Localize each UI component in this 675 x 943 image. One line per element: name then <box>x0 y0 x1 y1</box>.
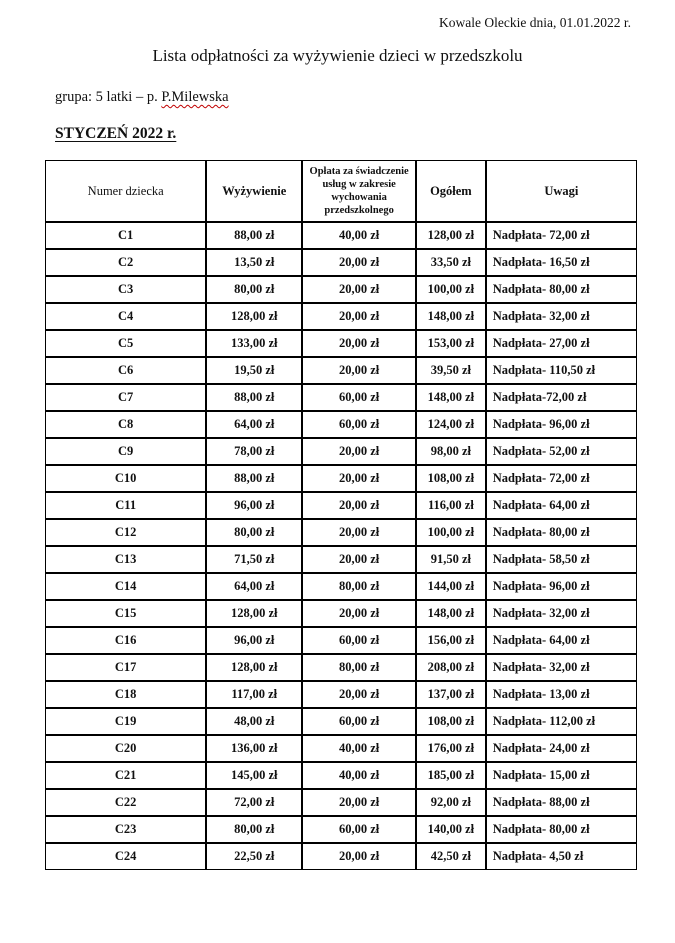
teacher-name: P.Milewska <box>161 89 229 105</box>
table-row <box>45 762 637 789</box>
cell-food-amount: 96,00 zł <box>206 627 302 654</box>
cell-preschool-fee: 20,00 zł <box>302 465 416 492</box>
payments-table-head <box>45 160 637 222</box>
header-child-number: Numer dziecka <box>45 160 206 222</box>
cell-food-amount: 80,00 zł <box>206 519 302 546</box>
cell-child-number: C3 <box>45 276 206 303</box>
cell-child-number: C11 <box>45 492 206 519</box>
cell-total: 128,00 zł <box>416 222 486 249</box>
cell-remarks: Nadpłata- 96,00 zł <box>486 573 637 600</box>
cell-remarks: Nadpłata- 58,50 zł <box>486 546 637 573</box>
payments-table-body <box>45 222 637 870</box>
table-row <box>45 681 637 708</box>
cell-preschool-fee: 20,00 zł <box>302 249 416 276</box>
cell-total: 108,00 zł <box>416 708 486 735</box>
cell-food-amount: 80,00 zł <box>206 276 302 303</box>
table-row <box>45 843 637 870</box>
cell-total: 208,00 zł <box>416 654 486 681</box>
table-row <box>45 465 637 492</box>
cell-remarks: Nadpłata-72,00 zł <box>486 384 637 411</box>
cell-preschool-fee: 40,00 zł <box>302 762 416 789</box>
table-row <box>45 276 637 303</box>
cell-total: 148,00 zł <box>416 384 486 411</box>
cell-child-number: C21 <box>45 762 206 789</box>
table-row <box>45 330 637 357</box>
table-row <box>45 438 637 465</box>
cell-food-amount: 80,00 zł <box>206 816 302 843</box>
month-heading: STYCZEŃ 2022 r. <box>55 125 177 142</box>
cell-remarks: Nadpłata- 27,00 zł <box>486 330 637 357</box>
cell-total: 148,00 zł <box>416 303 486 330</box>
cell-total: 176,00 zł <box>416 735 486 762</box>
cell-preschool-fee: 60,00 zł <box>302 384 416 411</box>
cell-total: 92,00 zł <box>416 789 486 816</box>
cell-total: 137,00 zł <box>416 681 486 708</box>
cell-remarks: Nadpłata- 32,00 zł <box>486 654 637 681</box>
cell-remarks: Nadpłata- 80,00 zł <box>486 816 637 843</box>
cell-child-number: C18 <box>45 681 206 708</box>
cell-food-amount: 136,00 zł <box>206 735 302 762</box>
cell-total: 42,50 zł <box>416 843 486 870</box>
cell-remarks: Nadpłata- 4,50 zł <box>486 843 637 870</box>
cell-preschool-fee: 80,00 zł <box>302 573 416 600</box>
cell-child-number: C17 <box>45 654 206 681</box>
cell-total: 185,00 zł <box>416 762 486 789</box>
cell-total: 98,00 zł <box>416 438 486 465</box>
cell-remarks: Nadpłata- 64,00 zł <box>486 627 637 654</box>
cell-remarks: Nadpłata- 72,00 zł <box>486 222 637 249</box>
page-title: Lista odpłatności za wyżywienie dzieci w przedszkolu <box>152 46 523 65</box>
cell-preschool-fee: 20,00 zł <box>302 843 416 870</box>
date-line: Kowale Oleckie dnia, 01.01.2022 r. <box>439 15 631 30</box>
cell-food-amount: 128,00 zł <box>206 654 302 681</box>
table-row <box>45 654 637 681</box>
cell-preschool-fee: 20,00 zł <box>302 438 416 465</box>
table-row <box>45 411 637 438</box>
cell-total: 33,50 zł <box>416 249 486 276</box>
cell-preschool-fee: 20,00 zł <box>302 789 416 816</box>
cell-remarks: Nadpłata- 15,00 zł <box>486 762 637 789</box>
cell-child-number: C2 <box>45 249 206 276</box>
cell-remarks: Nadpłata- 112,00 zł <box>486 708 637 735</box>
cell-total: 124,00 zł <box>416 411 486 438</box>
cell-child-number: C24 <box>45 843 206 870</box>
group-label: grupa: 5 latki – p. <box>55 89 162 105</box>
header-food: Wyżywienie <box>206 160 302 222</box>
table-row <box>45 519 637 546</box>
cell-child-number: C4 <box>45 303 206 330</box>
cell-food-amount: 13,50 zł <box>206 249 302 276</box>
cell-remarks: Nadpłata- 110,50 zł <box>486 357 637 384</box>
cell-preschool-fee: 20,00 zł <box>302 276 416 303</box>
cell-food-amount: 71,50 zł <box>206 546 302 573</box>
cell-total: 156,00 zł <box>416 627 486 654</box>
cell-total: 144,00 zł <box>416 573 486 600</box>
cell-child-number: C15 <box>45 600 206 627</box>
cell-food-amount: 88,00 zł <box>206 465 302 492</box>
cell-preschool-fee: 20,00 zł <box>302 519 416 546</box>
cell-remarks: Nadpłata- 16,50 zł <box>486 249 637 276</box>
cell-preschool-fee: 80,00 zł <box>302 654 416 681</box>
cell-food-amount: 96,00 zł <box>206 492 302 519</box>
cell-child-number: C19 <box>45 708 206 735</box>
table-row <box>45 249 637 276</box>
cell-remarks: Nadpłata- 13,00 zł <box>486 681 637 708</box>
group-line <box>55 89 675 106</box>
header-row <box>45 160 637 222</box>
cell-remarks: Nadpłata- 24,00 zł <box>486 735 637 762</box>
cell-preschool-fee: 20,00 zł <box>302 357 416 384</box>
cell-preschool-fee: 60,00 zł <box>302 708 416 735</box>
cell-preschool-fee: 20,00 zł <box>302 330 416 357</box>
payments-table <box>45 160 637 870</box>
cell-child-number: C12 <box>45 519 206 546</box>
cell-preschool-fee: 60,00 zł <box>302 627 416 654</box>
table-row <box>45 600 637 627</box>
header-preschool-fee: Opłata za świadczenie usług w zakresie wychowania przedszkolnego <box>302 160 416 222</box>
cell-food-amount: 133,00 zł <box>206 330 302 357</box>
cell-food-amount: 78,00 zł <box>206 438 302 465</box>
cell-food-amount: 64,00 zł <box>206 411 302 438</box>
cell-preschool-fee: 60,00 zł <box>302 411 416 438</box>
table-row <box>45 222 637 249</box>
table-row <box>45 816 637 843</box>
cell-child-number: C8 <box>45 411 206 438</box>
cell-total: 100,00 zł <box>416 519 486 546</box>
cell-child-number: C23 <box>45 816 206 843</box>
cell-remarks: Nadpłata- 32,00 zł <box>486 600 637 627</box>
cell-remarks: Nadpłata- 96,00 zł <box>486 411 637 438</box>
cell-food-amount: 19,50 zł <box>206 357 302 384</box>
table-row <box>45 357 637 384</box>
cell-child-number: C9 <box>45 438 206 465</box>
cell-child-number: C1 <box>45 222 206 249</box>
cell-remarks: Nadpłata- 80,00 zł <box>486 276 637 303</box>
cell-food-amount: 128,00 zł <box>206 303 302 330</box>
cell-remarks: Nadpłata- 64,00 zł <box>486 492 637 519</box>
table-row <box>45 573 637 600</box>
cell-preschool-fee: 20,00 zł <box>302 492 416 519</box>
table-row <box>45 789 637 816</box>
cell-food-amount: 88,00 zł <box>206 222 302 249</box>
cell-remarks: Nadpłata- 80,00 zł <box>486 519 637 546</box>
table-row <box>45 492 637 519</box>
cell-preschool-fee: 20,00 zł <box>302 546 416 573</box>
cell-child-number: C22 <box>45 789 206 816</box>
cell-preschool-fee: 40,00 zł <box>302 735 416 762</box>
table-row <box>45 384 637 411</box>
cell-food-amount: 117,00 zł <box>206 681 302 708</box>
cell-total: 91,50 zł <box>416 546 486 573</box>
table-row <box>45 303 637 330</box>
cell-total: 39,50 zł <box>416 357 486 384</box>
cell-child-number: C7 <box>45 384 206 411</box>
cell-total: 148,00 zł <box>416 600 486 627</box>
cell-remarks: Nadpłata- 32,00 zł <box>486 303 637 330</box>
cell-food-amount: 48,00 zł <box>206 708 302 735</box>
cell-preschool-fee: 40,00 zł <box>302 222 416 249</box>
cell-child-number: C5 <box>45 330 206 357</box>
header-total: Ogółem <box>416 160 486 222</box>
cell-child-number: C13 <box>45 546 206 573</box>
table-row <box>45 627 637 654</box>
cell-child-number: C6 <box>45 357 206 384</box>
cell-total: 108,00 zł <box>416 465 486 492</box>
cell-preschool-fee: 20,00 zł <box>302 681 416 708</box>
cell-child-number: C16 <box>45 627 206 654</box>
cell-remarks: Nadpłata- 52,00 zł <box>486 438 637 465</box>
cell-food-amount: 88,00 zł <box>206 384 302 411</box>
cell-preschool-fee: 20,00 zł <box>302 303 416 330</box>
cell-total: 140,00 zł <box>416 816 486 843</box>
table-row <box>45 708 637 735</box>
cell-remarks: Nadpłata- 72,00 zł <box>486 465 637 492</box>
cell-remarks: Nadpłata- 88,00 zł <box>486 789 637 816</box>
table-row <box>45 735 637 762</box>
header-remarks: Uwagi <box>486 160 637 222</box>
cell-child-number: C20 <box>45 735 206 762</box>
cell-child-number: C10 <box>45 465 206 492</box>
cell-food-amount: 22,50 zł <box>206 843 302 870</box>
cell-total: 116,00 zł <box>416 492 486 519</box>
cell-food-amount: 145,00 zł <box>206 762 302 789</box>
cell-food-amount: 128,00 zł <box>206 600 302 627</box>
cell-child-number: C14 <box>45 573 206 600</box>
cell-preschool-fee: 60,00 zł <box>302 816 416 843</box>
cell-total: 153,00 zł <box>416 330 486 357</box>
cell-preschool-fee: 20,00 zł <box>302 600 416 627</box>
cell-total: 100,00 zł <box>416 276 486 303</box>
cell-food-amount: 64,00 zł <box>206 573 302 600</box>
cell-food-amount: 72,00 zł <box>206 789 302 816</box>
table-row <box>45 546 637 573</box>
